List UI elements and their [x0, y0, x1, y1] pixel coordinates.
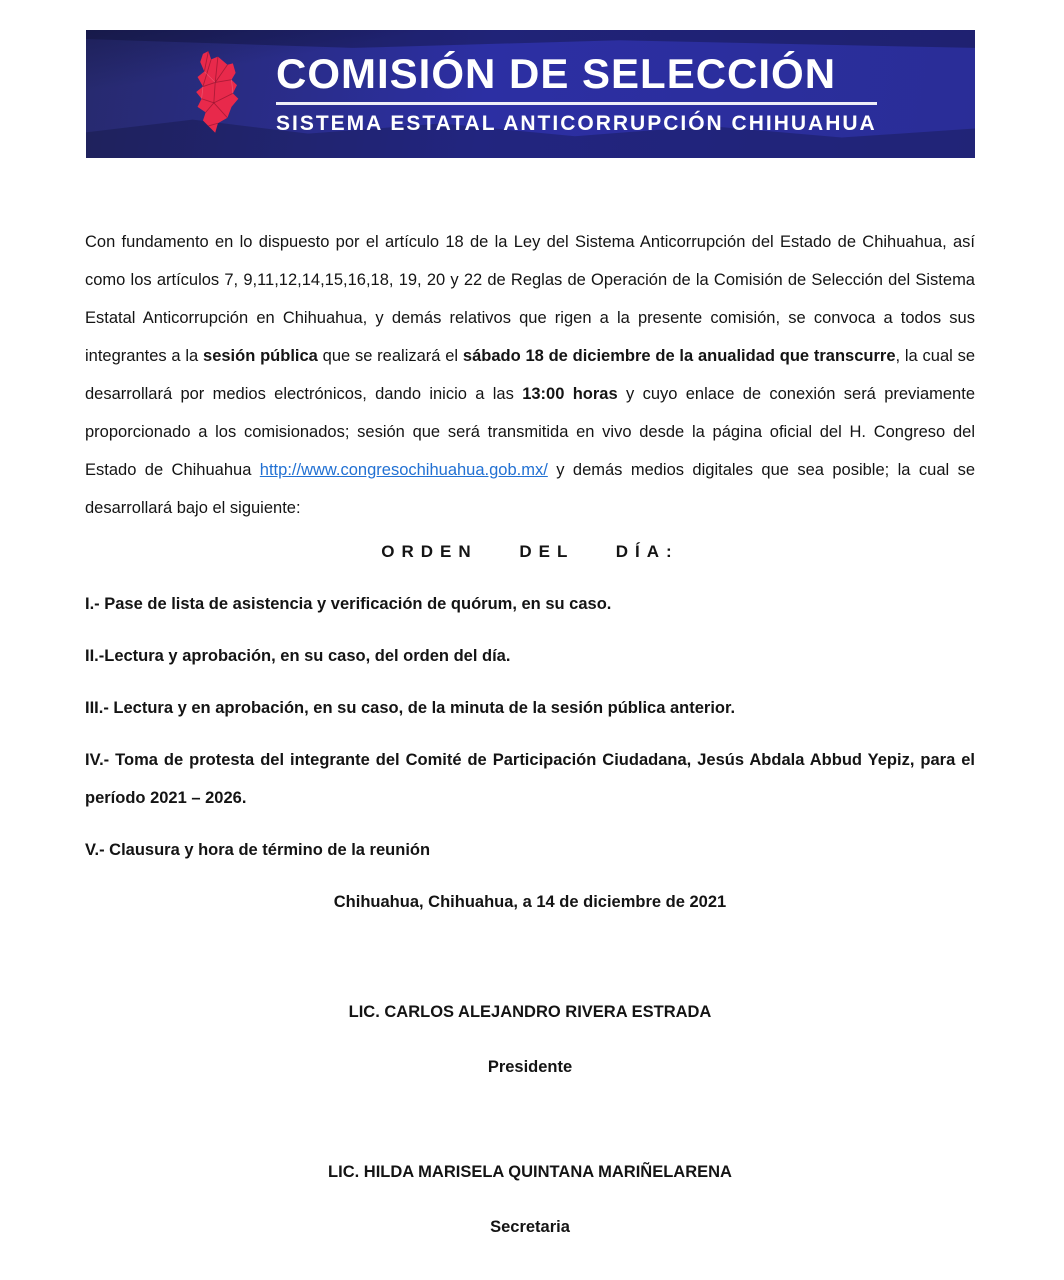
intro-text: Con fundamento en lo dispuesto por el artículo 18 de la Ley del Sistema Anticorrupción del Estado de Chihuahua, así como los artículos 7, 9,11,12,14,15,16,18, 19, 20 y 22 de Reglas de Operación de la Comisión de Selección del Sistema Estatal Anticorrupción en Chihuahua, y demás relativos que rigen a la presente comisión, se convoca a todos sus integrantes a la [85, 233, 975, 365]
header-banner [86, 30, 975, 158]
agenda-item-2: II.-Lectura y aprobación, en su caso, del orden del día. [85, 647, 511, 665]
header-subtitle: SISTEMA ESTATAL ANTICORRUPCIÓN CHIHUAHUA [276, 112, 877, 136]
signature-role-secretary: Secretaria [490, 1218, 570, 1236]
header-text-block [276, 49, 877, 136]
header-divider [276, 102, 877, 105]
intro-text: y cuyo enlace de conexión será previamente proporcionado a los comisionados; sesión que será transmitida en vivo desde la página oficial del H. Congreso del Estado de Chihuahua [85, 385, 975, 479]
agenda-item-4: IV.- Toma de protesta del integrante del Comité de Participación Ciudadana, Jesús Abdala Abbud Yepiz, para el período 2021 – 2026. [85, 751, 975, 807]
signature-name-president: LIC. CARLOS ALEJANDRO RIVERA ESTRADA [348, 1003, 712, 1021]
intro-text: , la cual se desarrollará por medios electrónicos, dando inicio a las [85, 347, 976, 403]
orden-del-dia-heading: ORDEN DEL DÍA: [381, 542, 679, 561]
intro-text: que se realizará el [317, 347, 463, 365]
intro-bold-text: sesión pública [203, 347, 318, 365]
intro-paragraph [85, 223, 975, 527]
agenda-item-3: III.- Lectura y en aprobación, en su caso, de la minuta de la sesión pública anterior. [85, 699, 736, 717]
agenda-item-5: V.- Clausura y hora de término de la reunión [85, 841, 431, 859]
signature-role-president: Presidente [487, 1058, 573, 1076]
signature-name-secretary: LIC. HILDA MARISELA QUINTANA MARIÑELARENA [328, 1163, 732, 1181]
dateline: Chihuahua, Chihuahua, a 14 de diciembre de 2021 [333, 893, 727, 911]
document-body [85, 158, 975, 1246]
header-title: COMISIÓN DE SELECCIÓN [276, 49, 837, 97]
congress-website-link[interactable]: http://www.congresochihuahua.gob.mx/ [259, 461, 548, 479]
intro-bold-text: 13:00 horas [522, 385, 618, 403]
agenda-item-1: I.- Pase de lista de asistencia y verificación de quórum, en su caso. [85, 595, 612, 613]
intro-text: y demás medios digitales que sea posible; la cual se desarrollará bajo el siguiente: [85, 461, 976, 517]
chihuahua-map-icon [188, 46, 256, 142]
intro-bold-text: sábado 18 de diciembre de la anualidad que transcurre [462, 347, 896, 365]
